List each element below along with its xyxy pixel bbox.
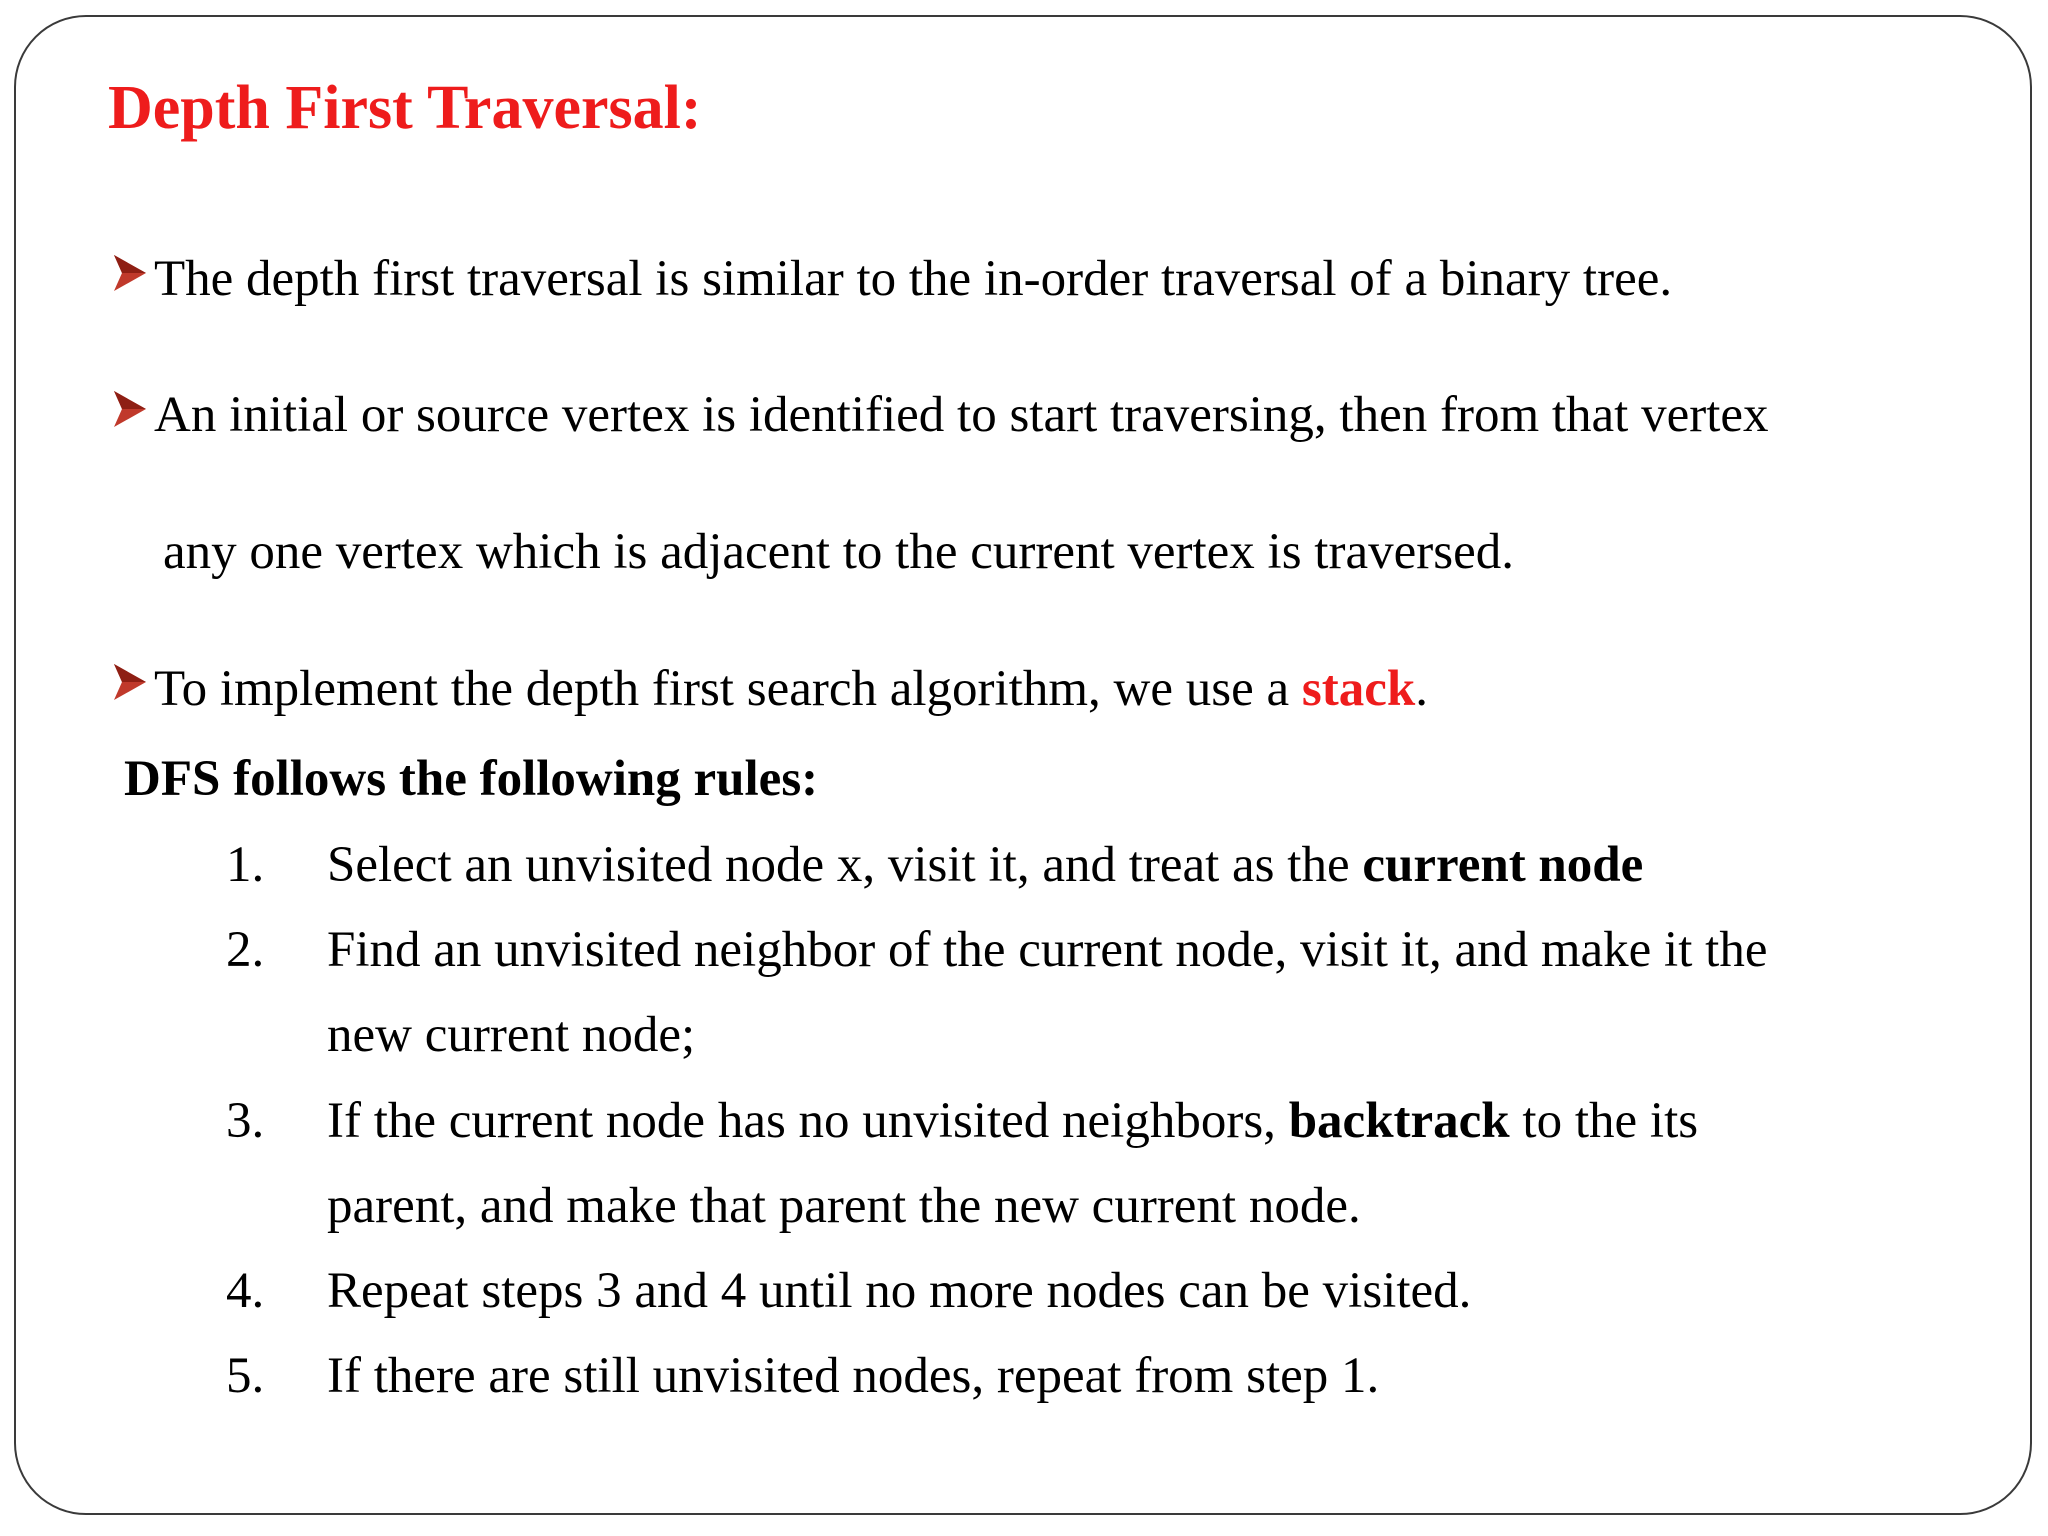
bullet-2-line-1: An initial or source vertex is identified to start traversing, then from that vertex [154,387,1769,443]
slide-title: Depth First Traversal: [108,74,702,142]
backtrack-emphasis: backtrack [1288,1093,1510,1149]
bullet-3-before: To implement the depth first search algorithm, we use a [154,661,1302,717]
rule-number: 1. [226,837,265,893]
rule-3-post: to the its [1509,1093,1699,1149]
rule-3-line-2: parent, and make that parent the new current node. [327,1178,1361,1234]
rule-5-text: If there are still unvisited nodes, repeat from step 1. [327,1348,1380,1404]
bullet-1-text: The depth first traversal is similar to the in-order traversal of a binary tree. [154,251,1673,307]
bullet-3-text [154,659,1428,720]
rule-number: 5. [226,1348,265,1404]
arrow-bullet-icon [112,253,148,293]
slide-frame [14,15,2032,1515]
rule-1-pre: Select an unvisited node x, visit it, and treat as the [327,837,1363,893]
rule-2-line-2: new current node; [327,1007,696,1063]
rule-1-text [327,835,1643,896]
rules-heading: DFS follows the following rules: [124,751,819,807]
arrow-bullet-icon [112,389,148,429]
rule-number: 4. [226,1263,265,1319]
rule-4-text: Repeat steps 3 and 4 until no more nodes can be visited. [327,1263,1472,1319]
rule-3-line-1 [327,1091,1698,1152]
rule-number: 2. [226,922,265,978]
bullet-3-after: . [1415,661,1428,717]
stack-highlight: stack [1301,661,1416,717]
arrow-bullet-icon [112,662,148,702]
rule-3-pre: If the current node has no unvisited neighbors, [327,1093,1289,1149]
bullet-2-line-2: any one vertex which is adjacent to the current vertex is traversed. [163,524,1514,580]
rule-2-line-1: Find an unvisited neighbor of the current node, visit it, and make it the [327,922,1768,978]
current-node-emphasis: current node [1362,837,1644,893]
rule-number: 3. [226,1093,265,1149]
